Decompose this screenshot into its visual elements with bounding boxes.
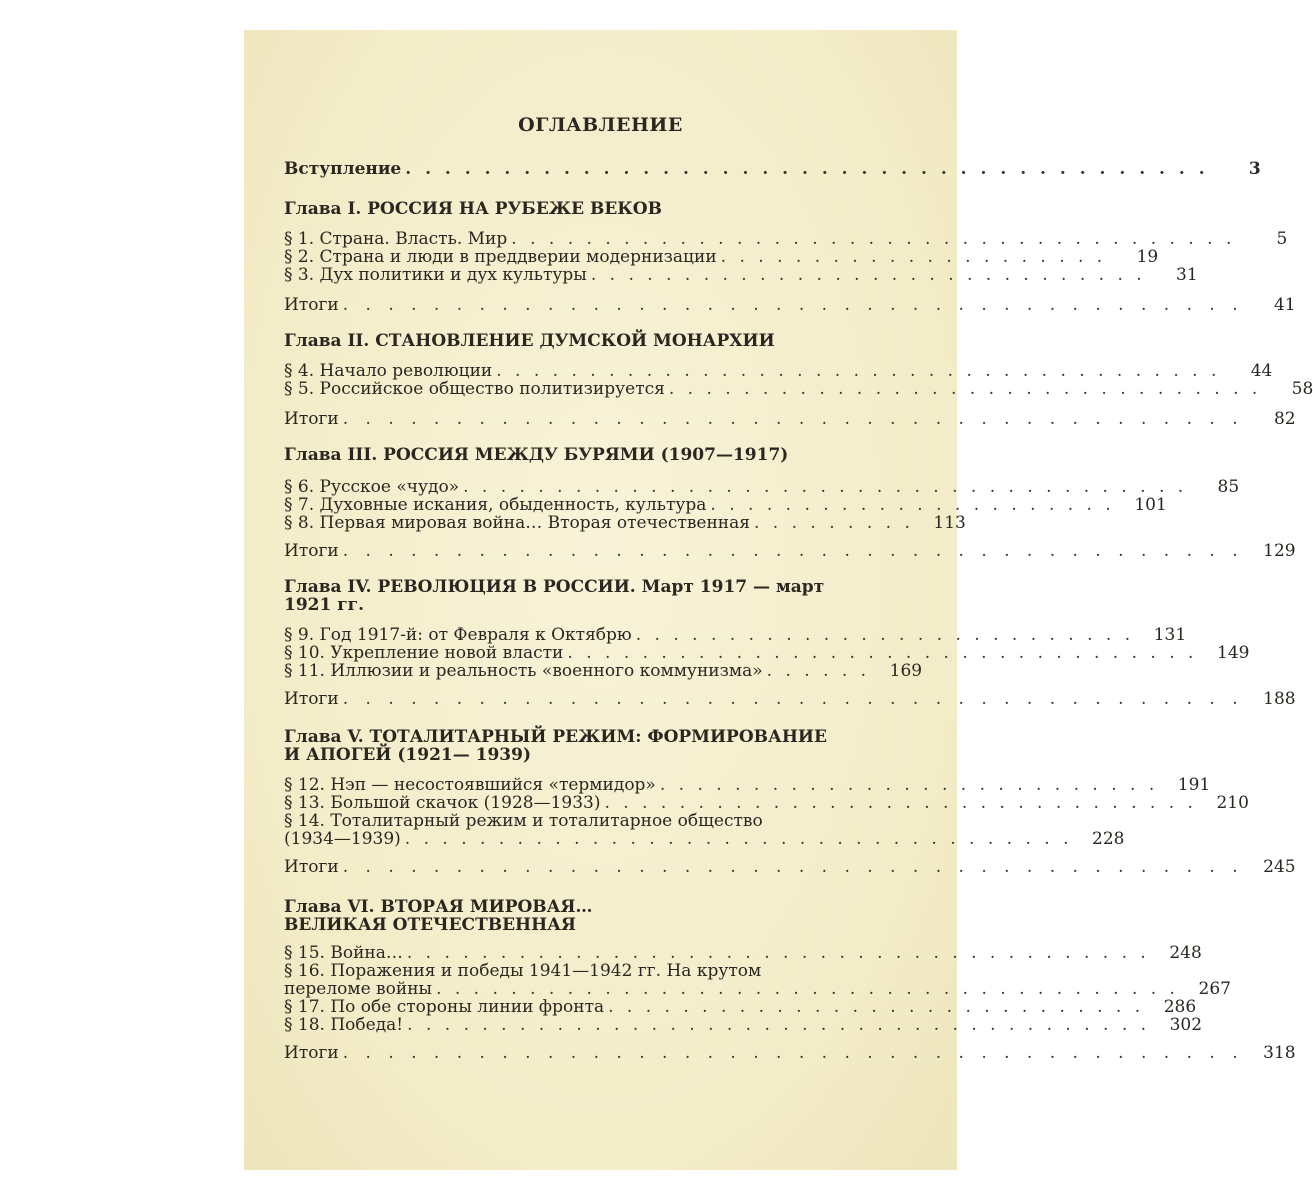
toc-entry-summary[interactable]: Итоги . . . . . . . . . . . . . . . . . . . . . . . . . . . . . . . . . . . . . . . . 245 (284, 857, 1296, 877)
entry-label: § 15. Война… (284, 943, 403, 963)
entry-label: Итоги (284, 295, 339, 315)
chapter-heading-cont: 1921 гг. (284, 595, 364, 615)
entry-page: 188 (1263, 689, 1296, 709)
entry-page: 41 (1273, 295, 1296, 315)
book-page (244, 30, 1313, 1170)
entry-label: § 8. Первая мировая война… Вторая отечественная (284, 513, 750, 533)
entry-page: 228 (1092, 829, 1125, 849)
entry-page: 169 (889, 661, 923, 681)
toc-entry-summary[interactable]: Итоги . . . . . . . . . . . . . . . . . . . . . . . . . . . . . . . . . . . . . . . . 129 (284, 541, 1296, 561)
toc-entry[interactable]: § 2. Страна и люди в преддверии модернизации . . . . . . . . . . . . . . . . . . . . . 19 (284, 247, 1159, 267)
entry-label: § 14. Тоталитарный режим и тоталитарное общество (284, 811, 763, 831)
entry-page: 5 (1276, 229, 1288, 249)
entry-page: 131 (1153, 625, 1187, 645)
entry-page: 267 (1198, 979, 1231, 999)
entry-label: § 11. Иллюзии и реальность «военного коммунизма» (284, 661, 763, 681)
toc-entry-summary[interactable]: Итоги . . . . . . . . . . . . . . . . . . . . . . . . . . . . . . . . . . . . . . . . 41 (284, 295, 1296, 315)
chapter-heading[interactable]: Глава I. РОССИЯ НА РУБЕЖЕ ВЕКОВ (284, 199, 662, 219)
entry-page: 210 (1216, 793, 1249, 813)
chapter-heading[interactable]: Глава VI. ВТОРАЯ МИРОВАЯ… (284, 897, 593, 917)
toc-entry[interactable]: § 1. Страна. Власть. Мир . . . . . . . . . . . . . . . . . . . . . . . . . . . . . . . . . . . . . . . 5 (284, 229, 1288, 249)
chapter-heading[interactable]: Глава V. ТОТАЛИТАРНЫЙ РЕЖИМ: ФОРМИРОВАНИЕ (284, 727, 827, 747)
toc-entry[interactable] (284, 812, 884, 830)
entry-label: § 2. Страна и люди в преддверии модернизации (284, 247, 717, 267)
entry-page: 85 (1217, 477, 1240, 497)
toc-entry[interactable]: § 17. По обе стороны линии фронта . . . . . . . . . . . . . . . . . . . . . . . . . . . . . 286 (284, 997, 1197, 1017)
entry-label: § 16. Поражения и победы 1941—1942 гг. На крутом (284, 961, 762, 981)
entry-page: 44 (1250, 361, 1273, 381)
toc-entry-cont[interactable]: (1934—1939) . . . . . . . . . . . . . . . . . . . . . . . . . . . . . . . . . . . . 228 (284, 829, 1125, 849)
entry-label: § 18. Победа! (284, 1015, 404, 1035)
entry-label: Итоги (284, 857, 339, 877)
entry-label: § 9. Год 1917-й: от Февраля к Октябрю (284, 625, 632, 645)
entry-label: § 4. Начало революции (284, 361, 493, 381)
toc-entry-cont[interactable]: переломе войны . . . . . . . . . . . . . . . . . . . . . . . . . . . . . . . . . . . . . . . . 267 (284, 979, 1231, 999)
entry-page: 286 (1163, 997, 1197, 1017)
entry-label: Итоги (284, 689, 339, 709)
chapter-heading[interactable]: Глава IV. РЕВОЛЮЦИЯ В РОССИИ. Март 1917 — март (284, 577, 825, 597)
entry-page: 302 (1169, 1015, 1203, 1035)
entry-page: 113 (933, 513, 966, 533)
toc-entry[interactable]: § 4. Начало революции . . . . . . . . . . . . . . . . . . . . . . . . . . . . . . . . . . . . . . . 44 (284, 361, 1273, 381)
entry-label: Итоги (284, 409, 339, 429)
toc-entry-intro[interactable]: Вступление . . . . . . . . . . . . . . . . . . . . . . . . . . . . . . . . . . . . . . . . . 3 (284, 159, 1261, 179)
entry-page: 3 (1248, 159, 1261, 179)
toc-entry[interactable]: § 8. Первая мировая война… Вторая отечественная . . . . . . . . . 113 (284, 513, 966, 533)
toc-entry-summary[interactable]: Итоги . . . . . . . . . . . . . . . . . . . . . . . . . . . . . . . . . . . . . . . . 188 (284, 689, 1296, 709)
toc-entry[interactable]: § 9. Год 1917-й: от Февраля к Октябрю . . . . . . . . . . . . . . . . . . . . . . . . . . . 131 (284, 625, 1187, 645)
toc-entry-summary[interactable]: Итоги . . . . . . . . . . . . . . . . . . . . . . . . . . . . . . . . . . . . . . . . 82 (284, 409, 1296, 429)
chapter-heading[interactable]: Глава III. РОССИЯ МЕЖДУ БУРЯМИ (1907—1917) (284, 445, 789, 465)
entry-label: § 1. Страна. Власть. Мир (284, 229, 508, 249)
entry-page: 31 (1176, 265, 1198, 285)
entry-page: 19 (1136, 247, 1159, 267)
entry-page: 101 (1134, 495, 1167, 515)
toc-entry[interactable]: § 13. Большой скачок (1928—1933) . . . . . . . . . . . . . . . . . . . . . . . . . . . . . . . . 210 (284, 793, 1249, 813)
toc-title: ОГЛАВЛЕНИЕ (518, 114, 683, 136)
entry-page: 191 (1177, 775, 1211, 795)
entry-page: 82 (1273, 409, 1296, 429)
toc-entry[interactable]: § 11. Иллюзии и реальность «военного коммунизма» . . . . . . 169 (284, 661, 923, 681)
toc-entry-summary[interactable]: Итоги . . . . . . . . . . . . . . . . . . . . . . . . . . . . . . . . . . . . . . . . 318 (284, 1043, 1296, 1063)
entry-label: § 5. Российское общество политизируется (284, 379, 665, 399)
entry-page: 248 (1169, 943, 1202, 963)
chapter-heading-cont: ВЕЛИКАЯ ОТЕЧЕСТВЕННАЯ (284, 915, 577, 935)
entry-label: § 10. Укрепление новой власти (284, 643, 564, 663)
entry-label: Итоги (284, 1043, 339, 1063)
toc-entry[interactable]: § 12. Нэп — несостоявшийся «термидор» . . . . . . . . . . . . . . . . . . . . . . . . . . . 191 (284, 775, 1211, 795)
entry-label-cont: переломе войны (284, 979, 433, 999)
toc-entry[interactable]: § 6. Русское «чудо» . . . . . . . . . . . . . . . . . . . . . . . . . . . . . . . . . . . . . . . 85 (284, 477, 1240, 497)
entry-page: 129 (1263, 541, 1296, 561)
entry-label: § 7. Духовные искания, обыденность, культура (284, 495, 707, 515)
entry-page: 245 (1263, 857, 1296, 877)
entry-page: 58 (1291, 379, 1313, 399)
entry-label-cont: (1934—1939) (284, 829, 401, 849)
entry-label: Вступление (284, 159, 402, 179)
entry-label: § 3. Дух политики и дух культуры (284, 265, 587, 285)
entry-page: 149 (1217, 643, 1250, 663)
toc-entry[interactable]: § 7. Духовные искания, обыденность, культура . . . . . . . . . . . . . . . . . . . . . . 101 (284, 495, 1167, 515)
toc-entry[interactable]: § 10. Укрепление новой власти . . . . . . . . . . . . . . . . . . . . . . . . . . . . . . . . . . 149 (284, 643, 1250, 663)
entry-label: Итоги (284, 541, 339, 561)
toc-entry[interactable] (284, 962, 884, 980)
entry-label: § 12. Нэп — несостоявшийся «термидор» (284, 775, 656, 795)
entry-label: § 6. Русское «чудо» (284, 477, 460, 497)
entry-label: § 13. Большой скачок (1928—1933) (284, 793, 601, 813)
entry-label: § 17. По обе стороны линии фронта (284, 997, 605, 1017)
toc-entry[interactable]: § 15. Война… . . . . . . . . . . . . . . . . . . . . . . . . . . . . . . . . . . . . . . . . 248 (284, 943, 1202, 963)
toc-entry[interactable]: § 5. Российское общество политизируется . . . . . . . . . . . . . . . . . . . . . . . . . . . . . . . . 58 (284, 379, 1313, 399)
chapter-heading[interactable]: Глава II. СТАНОВЛЕНИЕ ДУМСКОЙ МОНАРХИИ (284, 331, 775, 351)
toc-entry[interactable]: § 3. Дух политики и дух культуры . . . . . . . . . . . . . . . . . . . . . . . . . . . . . . 31 (284, 265, 1198, 285)
entry-page: 318 (1263, 1043, 1296, 1063)
chapter-heading-cont: И АПОГЕЙ (1921— 1939) (284, 745, 531, 765)
toc-entry[interactable]: § 18. Победа! . . . . . . . . . . . . . . . . . . . . . . . . . . . . . . . . . . . . . . . . 302 (284, 1015, 1203, 1035)
